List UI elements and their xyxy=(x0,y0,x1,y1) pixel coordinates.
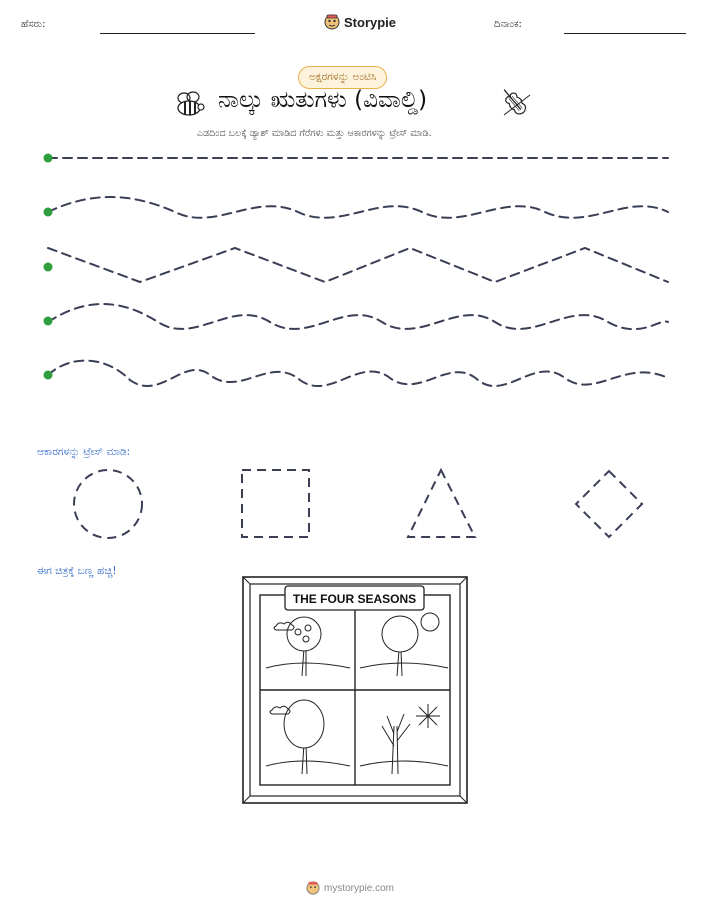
date-line[interactable] xyxy=(564,33,686,34)
date-label: ದಿನಾಂಕ: xyxy=(494,19,522,30)
trace-line-zigzag xyxy=(48,248,668,282)
footer-url[interactable]: mystorypie.com xyxy=(324,882,395,894)
trace-square xyxy=(242,470,309,537)
storypie-logo-icon xyxy=(324,14,340,30)
bee-icon xyxy=(174,90,206,120)
page-title: ನಾಲ್ಕು ಋತುಗಳು (ವಿವಾಲ್ಡಿ) xyxy=(218,87,428,113)
trace-line-wave-3 xyxy=(48,361,668,386)
start-dot-2 xyxy=(44,208,53,217)
badge: ಅಕ್ಷರಗಳನ್ನು ಅಂಟಿಸಿ xyxy=(298,66,387,89)
brand-name: Storypie xyxy=(344,14,397,30)
shapes-heading: ಆಕಾರಗಳನ್ನು ಟ್ರೇಸ್ ಮಾಡಿ: xyxy=(37,446,131,458)
trace-line-wave-1 xyxy=(48,197,668,218)
footer xyxy=(306,881,394,895)
brand xyxy=(324,14,396,30)
violin-icon xyxy=(500,89,534,121)
tracing-shapes xyxy=(0,465,709,550)
trace-circle xyxy=(74,470,142,538)
tracing-lines xyxy=(0,140,709,400)
start-dot-4 xyxy=(44,317,53,326)
start-dot-1 xyxy=(44,154,53,163)
name-line[interactable] xyxy=(100,33,255,34)
four-seasons-picture xyxy=(242,576,468,804)
picture-title: THE FOUR SEASONS xyxy=(292,592,417,606)
trace-line-wave-2 xyxy=(48,304,668,329)
instruction-text: ಎಡದಿಂದ ಬಲಕ್ಕೆ ಡ್ಯಾಶ್ ಮಾಡಿದ ಗೆರೆಗಳು ಮತ್ತು ಆಕಾರಗಳನ್ನು ಟ್ರೇಸ್ ಮಾಡಿ. xyxy=(197,128,432,139)
start-dot-5 xyxy=(44,371,53,380)
storypie-logo-icon xyxy=(306,881,320,895)
trace-triangle xyxy=(408,470,475,537)
trace-diamond xyxy=(576,471,642,537)
start-dot-3 xyxy=(44,263,53,272)
name-label: ಹೆಸರು: xyxy=(21,19,46,30)
coloring-heading: ಈಗ ಚಿತ್ರಕ್ಕೆ ಬಣ್ಣ ಹಚ್ಚಿ! xyxy=(37,565,117,577)
